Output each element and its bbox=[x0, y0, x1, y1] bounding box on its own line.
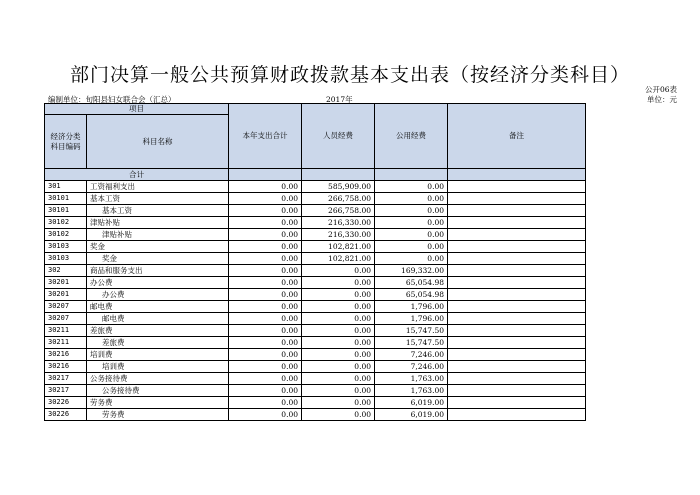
table-row bbox=[45, 229, 586, 241]
report-year: 2017年 bbox=[326, 95, 353, 104]
cell-note bbox=[448, 289, 586, 301]
cell-name: 培训费 bbox=[87, 349, 229, 361]
cell-personnel: 0.00 bbox=[302, 289, 375, 301]
cell-name: 培训费 bbox=[87, 361, 229, 373]
cell-personnel: 585,909.00 bbox=[302, 181, 375, 193]
cell-name: 基本工资 bbox=[87, 193, 229, 205]
cell-note bbox=[448, 229, 586, 241]
cell-code: 30103 bbox=[45, 241, 87, 253]
cell-public: 0.00 bbox=[375, 253, 448, 265]
cell-code: 302 bbox=[45, 265, 87, 277]
cell-public: 0.00 bbox=[375, 229, 448, 241]
cell-personnel: 0.00 bbox=[302, 373, 375, 385]
table-row bbox=[45, 289, 586, 301]
cell-personnel: 0.00 bbox=[302, 385, 375, 397]
cell-public: 1,763.00 bbox=[375, 385, 448, 397]
cell-total: 0.00 bbox=[229, 409, 302, 421]
cell-note bbox=[448, 349, 586, 361]
header-public: 公用经费 bbox=[375, 104, 448, 169]
cell-name: 邮电费 bbox=[87, 301, 229, 313]
cell-code: 30102 bbox=[45, 217, 87, 229]
cell-public: 15,747.50 bbox=[375, 337, 448, 349]
cell-name: 津贴补贴 bbox=[87, 217, 229, 229]
cell-public: 0.00 bbox=[375, 241, 448, 253]
cell-personnel: 0.00 bbox=[302, 313, 375, 325]
cell-total: 0.00 bbox=[229, 337, 302, 349]
cell-total: 0.00 bbox=[229, 289, 302, 301]
table-row bbox=[45, 373, 586, 385]
cell-total: 0.00 bbox=[229, 385, 302, 397]
cell-personnel: 0.00 bbox=[302, 325, 375, 337]
cell-total: 0.00 bbox=[229, 253, 302, 265]
cell-code: 30101 bbox=[45, 205, 87, 217]
cell-note bbox=[448, 325, 586, 337]
cell-public: 1,763.00 bbox=[375, 373, 448, 385]
currency-unit: 单位：元 bbox=[647, 95, 677, 104]
cell-note bbox=[448, 265, 586, 277]
cell-note bbox=[448, 253, 586, 265]
cell-total: 0.00 bbox=[229, 313, 302, 325]
table-row bbox=[45, 301, 586, 313]
cell-code: 30217 bbox=[45, 385, 87, 397]
cell-public: 0.00 bbox=[375, 181, 448, 193]
cell-note bbox=[448, 193, 586, 205]
cell-note bbox=[448, 385, 586, 397]
table-row bbox=[45, 217, 586, 229]
cell-code: 30211 bbox=[45, 325, 87, 337]
cell-personnel: 102,821.00 bbox=[302, 253, 375, 265]
cell-code: 30211 bbox=[45, 337, 87, 349]
cell-name: 劳务费 bbox=[87, 409, 229, 421]
cell-public: 0.00 bbox=[375, 205, 448, 217]
cell-personnel: 0.00 bbox=[302, 337, 375, 349]
cell-note bbox=[448, 361, 586, 373]
cell-name: 邮电费 bbox=[87, 313, 229, 325]
cell-name: 办公费 bbox=[87, 277, 229, 289]
cell-total: 0.00 bbox=[229, 193, 302, 205]
cell-personnel: 266,758.00 bbox=[302, 205, 375, 217]
cell-total: 0.00 bbox=[229, 241, 302, 253]
cell-public: 0.00 bbox=[375, 217, 448, 229]
cell-note bbox=[448, 373, 586, 385]
total-label: 合计 bbox=[45, 169, 229, 181]
table-row bbox=[45, 337, 586, 349]
cell-code: 301 bbox=[45, 181, 87, 193]
cell-public: 1,796.00 bbox=[375, 313, 448, 325]
cell-name: 差旅费 bbox=[87, 337, 229, 349]
cell-personnel: 216,330.00 bbox=[302, 229, 375, 241]
cell-total: 0.00 bbox=[229, 361, 302, 373]
cell-code: 30216 bbox=[45, 361, 87, 373]
cell-code: 30216 bbox=[45, 349, 87, 361]
table-row bbox=[45, 385, 586, 397]
cell-note bbox=[448, 277, 586, 289]
cell-personnel: 216,330.00 bbox=[302, 217, 375, 229]
cell-personnel: 0.00 bbox=[302, 277, 375, 289]
cell-total: 0.00 bbox=[229, 397, 302, 409]
cell-total: 0.00 bbox=[229, 229, 302, 241]
cell-personnel: 0.00 bbox=[302, 349, 375, 361]
compiling-unit: 编制单位：旬阳县妇女联合会（汇总） bbox=[48, 95, 176, 104]
cell-code: 30102 bbox=[45, 229, 87, 241]
cell-note bbox=[448, 301, 586, 313]
table-row bbox=[45, 313, 586, 325]
cell-public: 169,332.00 bbox=[375, 265, 448, 277]
cell-name: 公务接待费 bbox=[87, 385, 229, 397]
table-row bbox=[45, 265, 586, 277]
cell-total: 0.00 bbox=[229, 277, 302, 289]
cell-personnel: 0.00 bbox=[302, 265, 375, 277]
table-row bbox=[45, 361, 586, 373]
cell-personnel: 266,758.00 bbox=[302, 193, 375, 205]
cell-total: 0.00 bbox=[229, 301, 302, 313]
cell-note bbox=[448, 409, 586, 421]
table-row bbox=[45, 241, 586, 253]
cell-note bbox=[448, 217, 586, 229]
cell-code: 30201 bbox=[45, 289, 87, 301]
cell-code: 30103 bbox=[45, 253, 87, 265]
cell-total: 0.00 bbox=[229, 373, 302, 385]
cell-code: 30217 bbox=[45, 373, 87, 385]
table-row bbox=[45, 181, 586, 193]
table-row bbox=[45, 397, 586, 409]
cell-code: 30101 bbox=[45, 193, 87, 205]
cell-name: 奖金 bbox=[87, 253, 229, 265]
cell-public: 6,019.00 bbox=[375, 409, 448, 421]
cell-code: 30201 bbox=[45, 277, 87, 289]
cell-note bbox=[448, 397, 586, 409]
cell-total: 0.00 bbox=[229, 325, 302, 337]
cell-name: 工资福利支出 bbox=[87, 181, 229, 193]
table-row bbox=[45, 325, 586, 337]
cell-total: 0.00 bbox=[229, 181, 302, 193]
cell-note bbox=[448, 313, 586, 325]
cell-total: 0.00 bbox=[229, 217, 302, 229]
page-title: 部门决算一般公共预算财政拨款基本支出表（按经济分类科目） bbox=[69, 64, 630, 86]
cell-note bbox=[448, 241, 586, 253]
form-number: 公开06表 bbox=[644, 85, 677, 94]
cell-personnel: 0.00 bbox=[302, 301, 375, 313]
cell-code: 30207 bbox=[45, 313, 87, 325]
cell-public: 6,019.00 bbox=[375, 397, 448, 409]
table-row bbox=[45, 277, 586, 289]
header-name: 科目名称 bbox=[87, 115, 229, 169]
cell-total: 0.00 bbox=[229, 349, 302, 361]
table-row bbox=[45, 409, 586, 421]
cell-total: 0.00 bbox=[229, 265, 302, 277]
cell-personnel: 102,821.00 bbox=[302, 241, 375, 253]
header-code: 经济分类科目编码 bbox=[45, 115, 87, 169]
cell-note bbox=[448, 181, 586, 193]
header-project: 项目 bbox=[45, 104, 229, 115]
expenditure-table bbox=[44, 103, 586, 421]
cell-name: 劳务费 bbox=[87, 397, 229, 409]
cell-personnel: 0.00 bbox=[302, 397, 375, 409]
cell-personnel: 0.00 bbox=[302, 409, 375, 421]
cell-name: 公务接待费 bbox=[87, 373, 229, 385]
header-personnel: 人员经费 bbox=[302, 104, 375, 169]
table-row bbox=[45, 349, 586, 361]
cell-code: 30207 bbox=[45, 301, 87, 313]
table-row bbox=[45, 205, 586, 217]
cell-code: 30226 bbox=[45, 409, 87, 421]
cell-name: 商品和服务支出 bbox=[87, 265, 229, 277]
cell-public: 15,747.50 bbox=[375, 325, 448, 337]
header-note: 备注 bbox=[448, 104, 586, 169]
cell-public: 65,054.98 bbox=[375, 277, 448, 289]
header-total: 本年支出合计 bbox=[229, 104, 302, 169]
cell-name: 津贴补贴 bbox=[87, 229, 229, 241]
cell-note bbox=[448, 205, 586, 217]
cell-total: 0.00 bbox=[229, 205, 302, 217]
cell-public: 7,246.00 bbox=[375, 349, 448, 361]
table-row bbox=[45, 193, 586, 205]
table-row bbox=[45, 253, 586, 265]
total-row bbox=[45, 169, 586, 181]
cell-code: 30226 bbox=[45, 397, 87, 409]
cell-note bbox=[448, 337, 586, 349]
cell-public: 65,054.98 bbox=[375, 289, 448, 301]
cell-public: 1,796.00 bbox=[375, 301, 448, 313]
cell-name: 奖金 bbox=[87, 241, 229, 253]
cell-name: 基本工资 bbox=[87, 205, 229, 217]
cell-personnel: 0.00 bbox=[302, 361, 375, 373]
cell-public: 0.00 bbox=[375, 193, 448, 205]
cell-public: 7,246.00 bbox=[375, 361, 448, 373]
cell-name: 差旅费 bbox=[87, 325, 229, 337]
cell-name: 办公费 bbox=[87, 289, 229, 301]
